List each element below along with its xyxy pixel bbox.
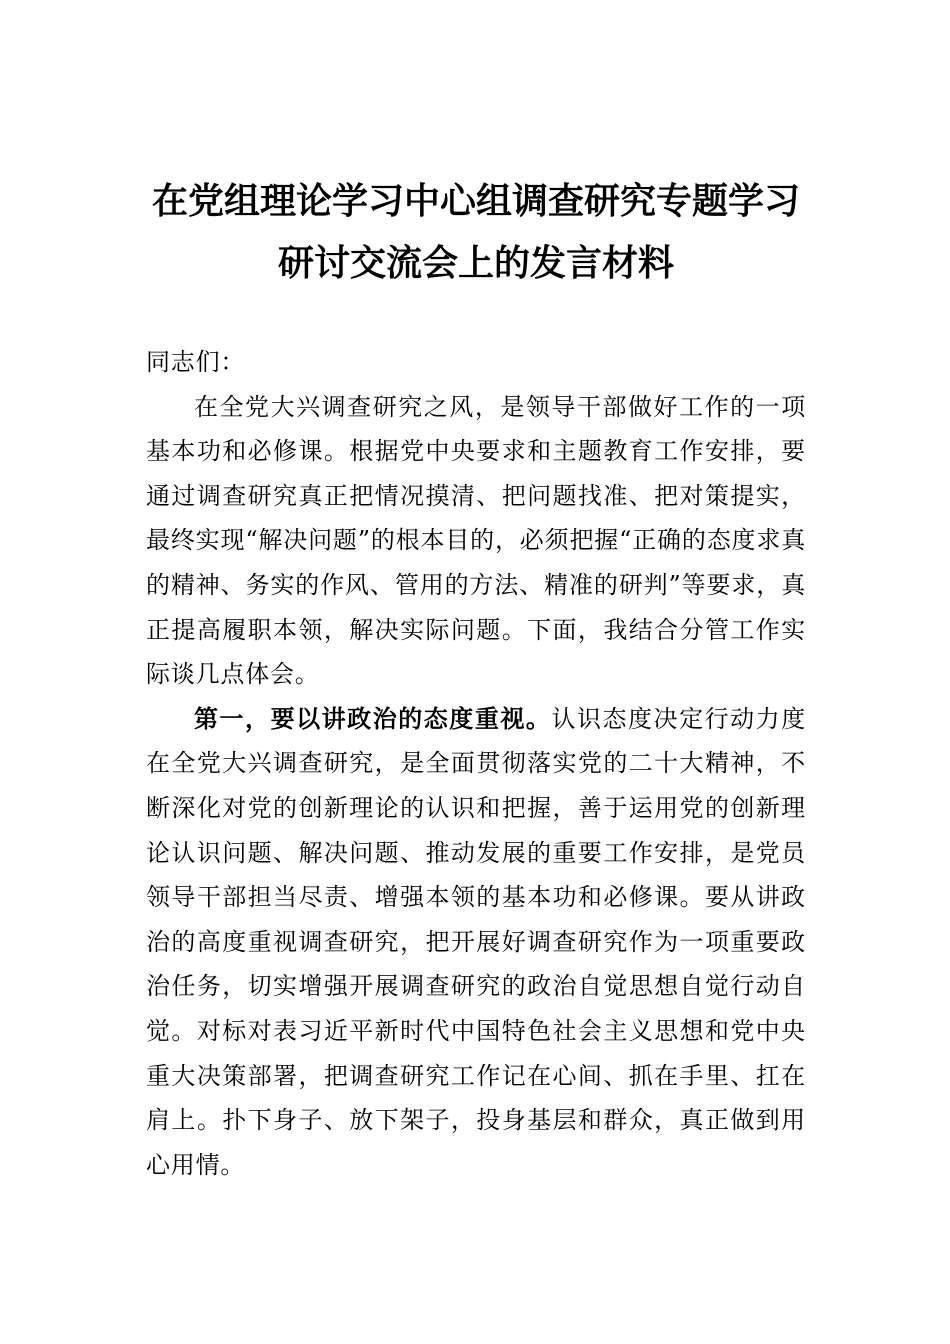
- document-body: [146, 340, 806, 1187]
- document-title: [126, 170, 826, 294]
- section-1-body: 认识态度决定行动力度在全党大兴调查研究，是全面贯彻落实党的二十大精神，不断深化对党的创新理论的认识和把握，善于运用党的创新理论认识问题、解决问题、推动发展的重要工作安排，是党员领导干部担当尽责、增强本领的基本功和必修课。要从讲政治的高度重视调查研究，把开展好调查研究作为一项重要政治任务，切实增强开展调查研究的政治自觉思想自觉行动自觉。对标对表习近平新时代中国特色社会主义思想和党中央重大决策部署，把调查研究工作记在心间、抓在手里、扛在肩上。扑下身子、放下架子，投身基层和群众，真正做到用心用情。: [146, 704, 807, 1179]
- salutation: 同志们：: [146, 348, 246, 376]
- section-1-paragraph: [146, 697, 806, 1188]
- document-title-line-2: 研讨交流会上的发言材料: [277, 242, 674, 284]
- document-title-line-1: 在党组理论学习中心组调查研究专题学习: [151, 180, 800, 222]
- intro-paragraph: 在全党大兴调查研究之风，是领导干部做好工作的一项基本功和必修课。根据党中央要求和主题教育工作安排，要通过调查研究真正把情况摸清、把问题找准、把对策提实，最终实现“解决问题”的根本目的，必须把握“正确的态度求真的精神、务实的作风、管用的方法、精准的研判”等要求，真正提高履职本领，解决实际问题。下面，我结合分管工作实际谈几点体会。: [146, 392, 806, 689]
- document-page: [146, 0, 806, 1344]
- section-1-lead: 第一，要以讲政治的态度重视。: [194, 703, 552, 733]
